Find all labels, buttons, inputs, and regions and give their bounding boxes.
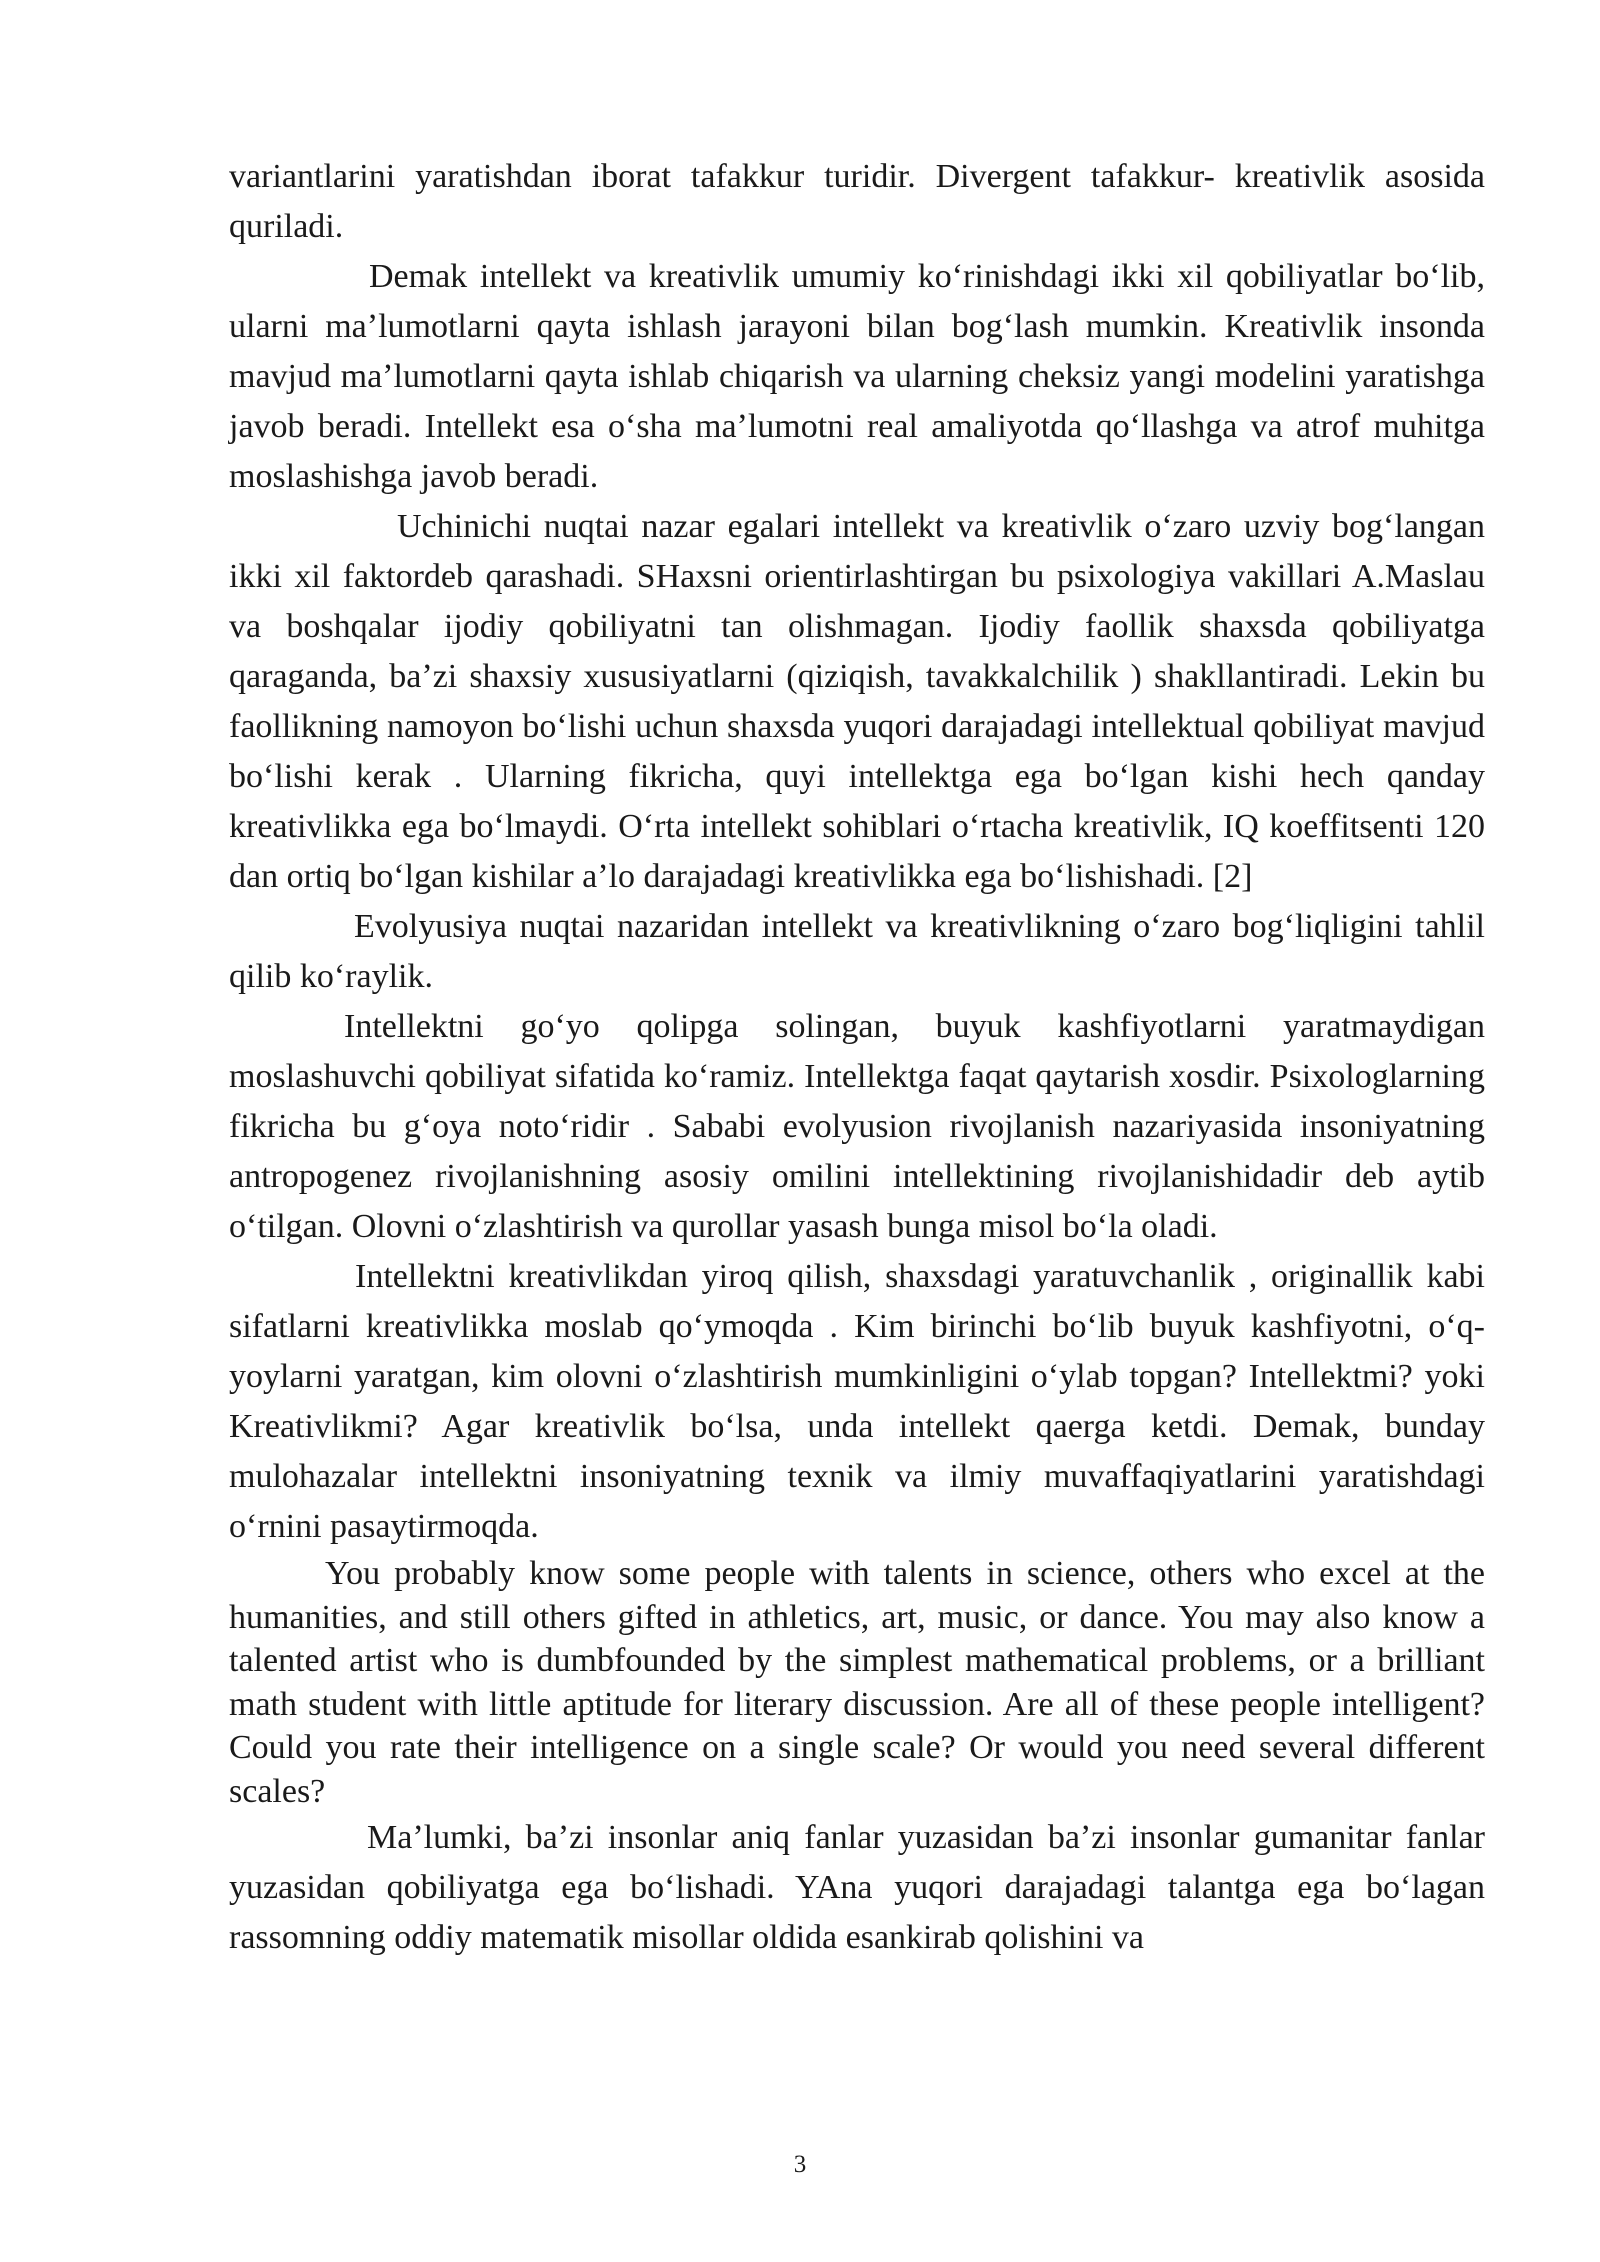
paragraph-separation: Intellektni kreativlikdan yiroq qilish, shaxsdagi yaratuvchanlik , originallik kabi sifatlarni kreativlikka moslab qoʻymoqda . Kim birinchi boʻlib buyuk kashfiyotni, oʻq-yoylarni yaratgan, kim olovni oʻzlashtirish mumkinligini oʻylab topgan? Intellektmi? yoki Kreativlikmi? Agar kreativlik boʻlsa, unda intellekt qaerga ketdi. Demak, bunday mulohazalar intellektni insoniyatning texnik va ilmiy muvaffaqiyatlarini yaratishdagi oʻrnini pasaytirmoqda.: [229, 1258, 1485, 1545]
page-number: 3: [793, 2151, 807, 2178]
paragraph-third-viewpoint: Uchinichi nuqtai nazar egalari intellekt va kreativlik oʻzaro uzviy bogʻlangan ikki xil faktordeb qarashadi. SHaxsni orientirlashtirgan bu psixologiya vakillari A.Maslau va boshqalar ijodiy qobiliyatni tan olishmagan. Ijodiy faollik shaxsda qobiliyatga qaraganda, baʼzi shaxsiy xususiyatlarni (qiziqish, tavakkalchilik ) shakllantiradi. Lekin bu faollikning namoyon boʻlishi uchun shaxsda yuqori darajadagi intellektual qobiliyat mavjud boʻlishi kerak . Ularning fikricha, quyi intellektga ega boʻlgan kishi hech qanday kreativlikka ega boʻlmaydi. Oʻrta intellekt sohiblari oʻrtacha kreativlik, IQ koeffitsenti 120 dan ortiq boʻlgan kishilar aʼlo darajadagi kreativlikka ega boʻlishishadi. [2]: [229, 508, 1485, 895]
paragraph-intellect-creativity: Demak intellekt va kreativlik umumiy koʻrinishdagi ikki xil qobiliyatlar boʻlib, ularni maʼlumotlarni qayta ishlash jarayoni bilan bogʻlash mumkin. Kreativlik insonda mavjud maʼlumotlarni qayta ishlab chiqarish va ularning cheksiz yangi modelini yaratishga javob beradi. Intellekt esa oʻsha maʼlumotni real amaliyotda qoʻllashga va atrof muhitga moslashishga javob beradi.: [229, 258, 1485, 495]
body-text: [229, 152, 1485, 1963]
paragraph-adaptive-ability: Intellektni goʻyo qolipga solingan, buyuk kashfiyotlarni yaratmaydigan moslashuvchi qobiliyat sifatida koʻramiz. Intellektga faqat qaytarish xosdir. Psixologlarning fikricha bu gʻoya notoʻridir . Sababi evolyusion rivojlanish nazariyasida insoniyatning antropogenez rivojlanishning asosiy omilini intellektining rivojlanishidadir deb aytib oʻtilgan. Olovni oʻzlashtirish va qurollar yasash bunga misol boʻla oladi.: [229, 1008, 1485, 1245]
paragraph-continuation: variantlarini yaratishdan iborat tafakkur turidir. Divergent tafakkur- kreativlik asosida quriladi.: [229, 158, 1485, 245]
paragraph-known-facts: Maʼlumki, baʼzi insonlar aniq fanlar yuzasidan baʼzi insonlar gumanitar fanlar yuzasidan qobiliyatga ega boʻlishadi. YAna yuqori darajadagi talantga ega boʻlagan rassomning oddiy matematik misollar oldida esankirab qolishini va: [229, 1819, 1485, 1956]
paragraph-evolution: Evolyusiya nuqtai nazaridan intellekt va kreativlikning oʻzaro bogʻliqligini tahlil qilib koʻraylik.: [229, 908, 1485, 995]
paragraph-english: You probably know some people with talents in science, others who excel at the humanities, and still others gifted in athletics, art, music, or dance. You may also know a talented artist who is dumbfounded by the simplest mathematical problems, or a brilliant math student with little aptitude for literary discussion. Are all of these people intelligent? Could you rate their intelligence on a single scale? Or would you need several different scales?: [229, 1555, 1485, 1810]
